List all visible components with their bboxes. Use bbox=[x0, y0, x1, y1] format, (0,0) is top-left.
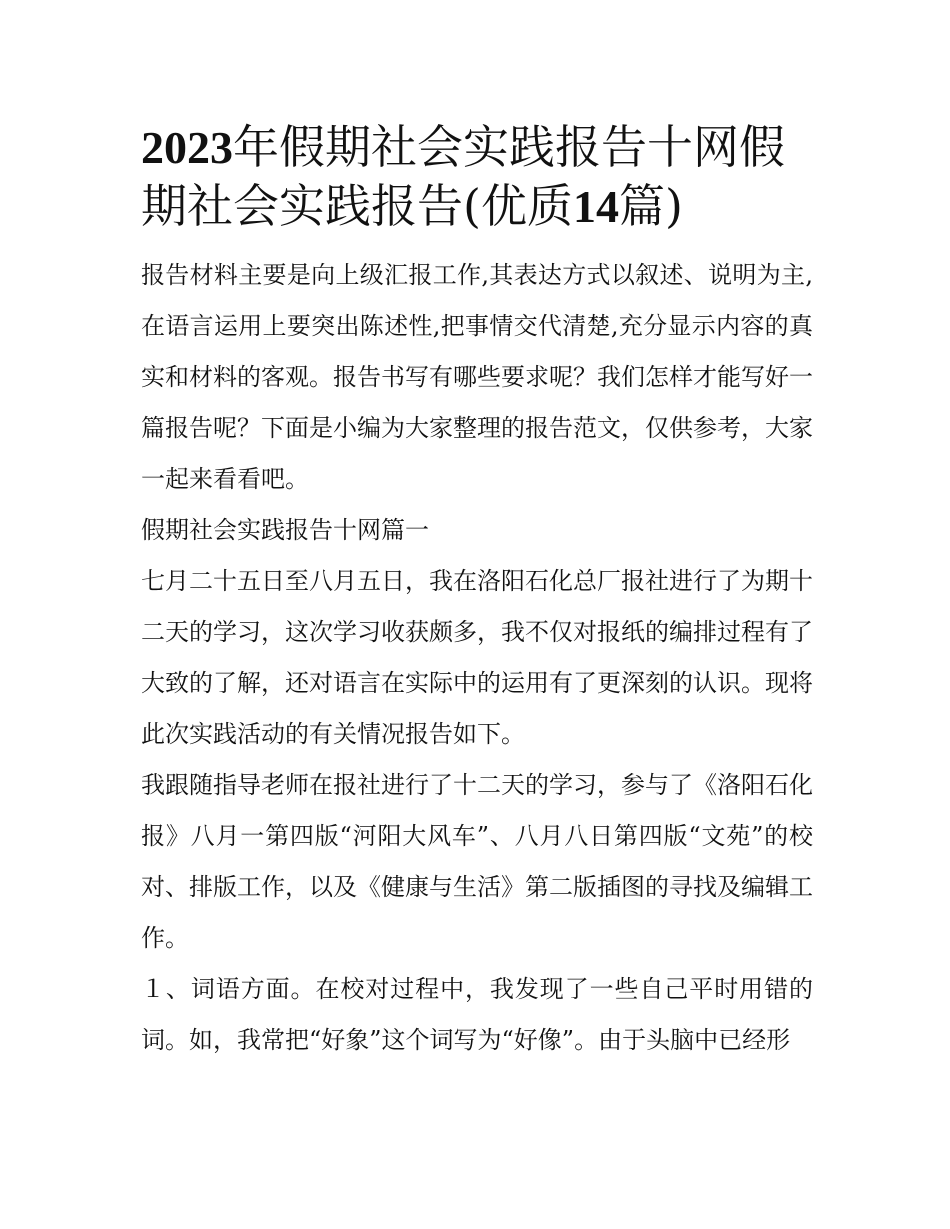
title-line2-text-b: 篇) bbox=[618, 179, 683, 233]
body-paragraph: 我跟随指导老师在报社进行了十二天的学习，参与了《洛阳石化报》八月一第四版“河阳大风车”、八月八日第四版“文苑”的校对、排版工作，以及《健康与生活》第二版插图的寻找及编辑工作。 bbox=[141, 771, 813, 952]
body-paragraph: １、词语方面。在校对过程中，我发现了一些自己平时用错的词。如，我常把“好象”这个词写为“好像”。由于头脑中已经形 bbox=[141, 975, 813, 1054]
title-count: 14 bbox=[572, 181, 619, 232]
document-title bbox=[141, 118, 813, 236]
title-year: 2023 bbox=[141, 122, 233, 173]
body-paragraph: 七月二十五日至八月五日，我在洛阳石化总厂报社进行了为期十二天的学习，这次学习收获颇多，我不仅对报纸的编排过程有了大致的了解，还对语言在实际中的运用有了更深刻的认识。现将此次实践活动的有关情况报告如下。 bbox=[141, 567, 813, 748]
document-content bbox=[141, 118, 813, 1066]
section-heading: 假期社会实践报告十网篇一 bbox=[141, 516, 429, 544]
title-line2-text-a: 假期社会实践报告(优质 bbox=[141, 120, 785, 233]
intro-paragraph: 报告材料主要是向上级汇报工作,其表达方式以叙述、说明为主,在语言运用上要突出陈述性,把事情交代清楚,充分显示内容的真实和材料的客观。报告书写有哪些要求呢？我们怎样才能写好一篇报告呢？下面是小编为大家整理的报告范文，仅供参考，大家一起来看看吧。 bbox=[141, 261, 813, 493]
title-line1-text: 年假期社会实践报告十网 bbox=[233, 120, 739, 174]
